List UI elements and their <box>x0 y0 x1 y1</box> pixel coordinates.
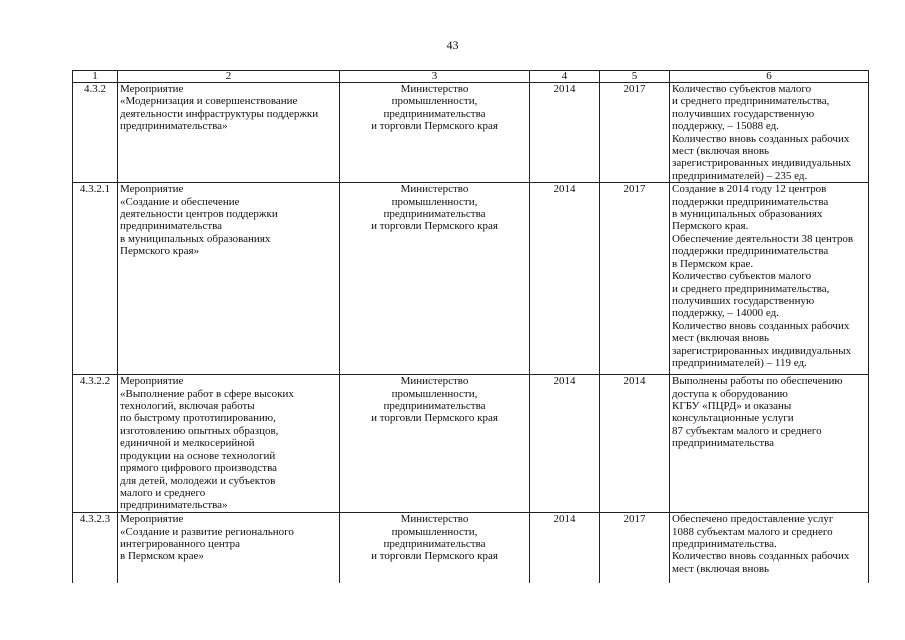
result-cell: Количество субъектов малого и среднего предпринимательства, получивших государственную поддержку, – 15088 ед. Количество вновь созданных рабочих мест (включая вновь зарегистрированных индивидуальных предпринимателей) – 235 ед. <box>670 83 869 183</box>
column-header-4: 4 <box>530 71 600 83</box>
executor-cell: Министерство промышленности, предпринимательства и торговли Пермского края <box>340 375 530 513</box>
start-year-cell: 2014 <box>530 513 600 583</box>
row-number: 4.3.2.2 <box>73 375 118 513</box>
start-year-cell: 2014 <box>530 183 600 375</box>
start-year-cell: 2014 <box>530 83 600 183</box>
page-number: 43 <box>446 38 459 52</box>
end-year-cell: 2017 <box>600 513 670 583</box>
column-header-2: 2 <box>118 71 340 83</box>
table-row <box>73 83 869 183</box>
column-header-5: 5 <box>600 71 670 83</box>
table-row <box>73 375 869 513</box>
executor-cell: Министерство промышленности, предпринимательства и торговли Пермского края <box>340 83 530 183</box>
table-row <box>73 513 869 583</box>
executor-cell: Министерство промышленности, предпринимательства и торговли Пермского края <box>340 183 530 375</box>
end-year-cell: 2017 <box>600 83 670 183</box>
table-row <box>73 183 869 375</box>
result-cell: Обеспечено предоставление услуг 1088 субъектам малого и среднего предпринимательства. Количество вновь созданных рабочих мест (включая вновь <box>670 513 869 583</box>
end-year-cell: 2017 <box>600 183 670 375</box>
result-cell: Выполнены работы по обеспечению доступа к оборудованию КГБУ «ПЦРД» и оказаны консультационные услуги 87 субъектам малого и среднего предпринимательства <box>670 375 869 513</box>
measure-cell: Мероприятие «Создание и развитие регионального интегрированного центра в Пермском крае» <box>118 513 340 583</box>
column-header-6: 6 <box>670 71 869 83</box>
measure-cell: Мероприятие «Выполнение работ в сфере высоких технологий, включая работы по быстрому прототипированию, изготовлению опытных образцов, единичной и мелкосерийной продукции на основе технологий прямого цифрового производства для детей, молодежи и субъектов малого и среднего предпринимательства» <box>118 375 340 513</box>
column-header-3: 3 <box>340 71 530 83</box>
column-header-1: 1 <box>73 71 118 83</box>
start-year-cell: 2014 <box>530 375 600 513</box>
row-number: 4.3.2.3 <box>73 513 118 583</box>
header-row <box>73 71 869 83</box>
measure-cell: Мероприятие «Создание и обеспечение деятельности центров поддержки предпринимательства в муниципальных образованиях Пермского края» <box>118 183 340 375</box>
row-number: 4.3.2.1 <box>73 183 118 375</box>
program-table <box>72 70 869 583</box>
row-number: 4.3.2 <box>73 83 118 183</box>
end-year-cell: 2014 <box>600 375 670 513</box>
measure-cell: Мероприятие «Модернизация и совершенствование деятельности инфраструктуры поддержки предпринимательства» <box>118 83 340 183</box>
result-cell: Создание в 2014 году 12 центров поддержки предпринимательства в муниципальных образованиях Пермского края. Обеспечение деятельности 38 центров поддержки предпринимательства в Пермском крае. Количество субъектов малого и среднего предпринимательства, получивших государственную поддержку, – 14000 ед. Количество вновь созданных рабочих мест (включая вновь зарегистрированных индивидуальных предпринимателей) – 119 ед. <box>670 183 869 375</box>
executor-cell: Министерство промышленности, предпринимательства и торговли Пермского края <box>340 513 530 583</box>
